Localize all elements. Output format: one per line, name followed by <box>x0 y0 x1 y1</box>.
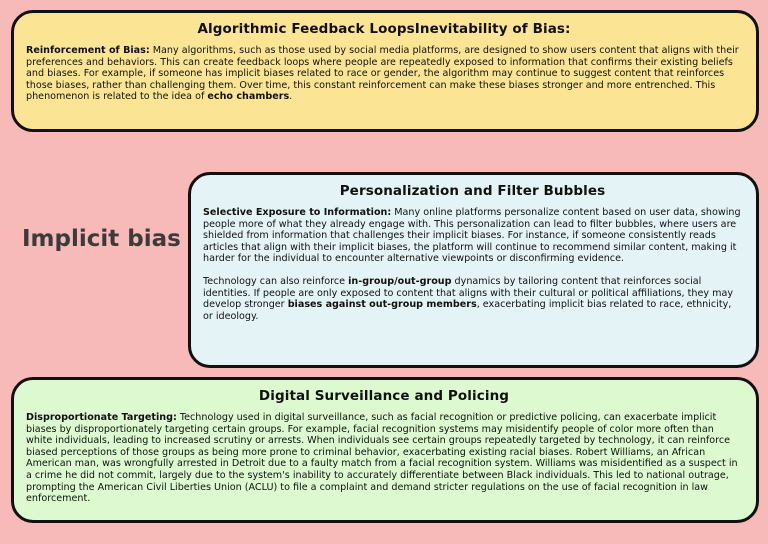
body-text: Technology used in digital surveillance, such as facial recognition or predictive policing, can exacerbate implicit biases by disproportionately targeting certain groups. For example, facial recognition systems may misidentify people of color more often than white individuals, leading to increased scrutiny or arrests. When individuals see certain groups repeatedly targeted by technology, it can reinforce biased perceptions of those groups as being more prone to criminal behavior, exacerbating existing racial biases. Robert Williams, an African American man, was wrongfully arrested in Detroit due to a faulty match from a facial recognition system. Williams was misidentified as a suspect in a crime he did not commit, largely due to the system's inability to accurately differentiate between Black individuals. This led to national outrage, prompting the American Civil Liberties Union (ACLU) to file a complaint and demand stricter regulations on the use of facial recognition in law enforcement. <box>26 412 738 505</box>
card-title: Personalization and Filter Bubbles <box>339 183 606 199</box>
card-personalization <box>188 172 759 368</box>
body-text: , exacerbating implicit bias related to race, ethnicity, or ideology. <box>203 299 732 322</box>
key-term: echo chambers <box>207 91 290 103</box>
card-algorithmic-feedback <box>11 10 759 132</box>
card-body <box>26 45 742 103</box>
card-body-2 <box>203 276 742 322</box>
card-body <box>26 412 742 505</box>
card-title: Digital Surveillance and Policing <box>258 388 510 404</box>
page-title: Implicit bias <box>22 226 181 252</box>
card-title: Algorithmic Feedback LoopsInevitability of Bias: <box>197 21 571 37</box>
body-text: dynamics by tailoring content that reinforces social identities. If people are only exposed to content that aligns with their cultural or political affiliations, they may develop stronger <box>203 275 734 311</box>
lead-term: Selective Exposure to Information: <box>203 207 392 218</box>
card-body <box>203 207 742 265</box>
key-term: in-group/out-group <box>348 275 452 287</box>
body-text: Technology can also reinforce <box>203 275 349 287</box>
lead-term: Reinforcement of Bias: <box>26 45 150 56</box>
body-text: Many algorithms, such as those used by social media platforms, are designed to show users content that aligns with their preferences and behaviors. This can create feedback loops where people are repeatedly exposed to information that confirms their existing beliefs and biases. For example, if someone has implicit biases related to race or gender, the algorithm may continue to suggest content that reinforces those biases, rather than challenging them. Over time, this constant reinforcement can make these biases stronger and more entrenched. This phenomenon is related to the idea of <box>26 45 739 103</box>
key-term: biases against out-group members <box>287 299 477 311</box>
body-text: Many online platforms personalize content based on user data, showing people more of what they already engage with. This personalization can lead to filter bubbles, where users are shielded from information that challenges their implicit biases. For instance, if someone consistently reads articles that align with their implicit biases, the platform will continue to recommend similar content, making it harder for the individual to encounter alternative viewpoints or disconfirming evidence. <box>203 207 741 265</box>
body-end: . <box>289 91 293 103</box>
lead-term: Disproportionate Targeting: <box>26 412 177 423</box>
card-surveillance <box>11 377 759 523</box>
